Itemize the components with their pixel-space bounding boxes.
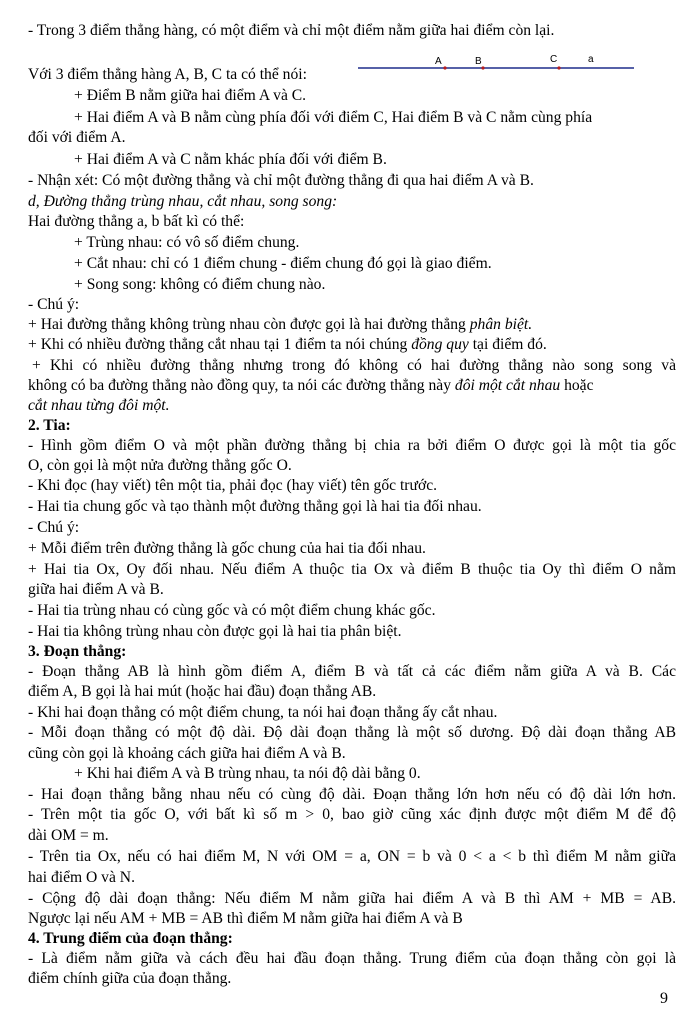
text-line: - Hai tia chung gốc và tạo thành một đường thẳng gọi là hai tia đối nhau.	[28, 498, 482, 515]
text-line	[28, 315, 676, 335]
text-line: - Hai tia trùng nhau có cùng gốc và có một điểm chung khác gốc.	[28, 602, 436, 619]
text-line: hai điểm O và N.	[28, 869, 135, 886]
text-line: + Song song: không có điểm chung nào.	[74, 276, 326, 293]
section-heading: 2. Tia:	[28, 417, 71, 434]
text-run: + Hai đường thẳng không trùng nhau còn được gọi là hai đường thẳng	[28, 316, 470, 333]
text-line: + Cắt nhau: chỉ có 1 điểm chung - điểm chung đó gọi là giao điểm.	[74, 255, 492, 272]
subsection-heading: d, Đường thẳng trùng nhau, cắt nhau, song song:	[28, 193, 338, 210]
text-line: + Trùng nhau: có vô số điểm chung.	[74, 234, 300, 251]
text-run: tại điểm đó.	[468, 336, 547, 353]
text-line: - Trong 3 điểm thẳng hàng, có một điểm và chỉ một điểm nằm giữa hai điểm còn lại.	[28, 22, 555, 39]
text-line: O, còn gọi là một nửa đường thẳng gốc O.	[28, 457, 292, 474]
text-line: + Khi hai điểm A và B trùng nhau, ta nói độ dài bằng 0.	[74, 765, 421, 782]
text-line: cắt nhau từng đôi một.	[28, 397, 170, 414]
text-line: giữa hai điểm A và B.	[28, 581, 164, 598]
text-line: Ngược lại nếu AM + MB = AB thì điểm M nằm giữa hai điểm A và B	[28, 910, 463, 927]
text-line: - Cộng độ dài đoạn thẳng: Nếu điểm M nằm giữa hai điểm A và B thì AM + MB = AB.	[28, 890, 676, 907]
label-b: B	[475, 56, 482, 67]
text-line	[28, 335, 676, 355]
section-heading: 3. Đoạn thẳng:	[28, 643, 127, 660]
text-line: điểm A, B gọi là hai mút (hoặc hai đầu) đoạn thẳng AB.	[28, 683, 377, 700]
text-line: + Điểm B nằm giữa hai điểm A và C.	[74, 87, 307, 104]
text-line: - Đoạn thẳng AB là hình gồm điểm A, điểm B và tất cả các điểm nằm giữa A và B. Các	[28, 663, 676, 680]
text-line: - Trên tia Ox, nếu có hai điểm M, N với OM = a, ON = b và 0 < a < b thì điểm M nằm giữa	[28, 848, 676, 865]
text-line: - Khi đọc (hay viết) tên một tia, phải đọc (hay viết) tên gốc trước.	[28, 477, 438, 494]
text-line	[28, 376, 676, 396]
text-line: + Khi có nhiều đường thẳng nhưng trong đó không có hai đường thẳng nào song song và	[32, 357, 676, 374]
text-line: + Mỗi điểm trên đường thẳng là gốc chung của hai tia đối nhau.	[28, 540, 426, 557]
label-c: C	[550, 54, 558, 65]
emphasis-text: đôi một cắt nhau	[454, 377, 561, 394]
text-line: - Hình gồm điểm O và một phần đường thẳng bị chia ra bởi điểm O được gọi là một tia gốc	[28, 437, 676, 454]
section-heading: 4. Trung điểm của đoạn thẳng:	[28, 930, 233, 947]
text-line: - Mỗi đoạn thẳng có một độ dài. Độ dài đoạn thẳng là một số dương. Độ dài đoạn thẳng AB	[28, 724, 676, 741]
text-run: không có ba đường thẳng nào đồng quy, ta nói các đường thẳng này	[28, 377, 455, 394]
text-line: Hai đường thẳng a, b bất kì có thể:	[28, 213, 245, 230]
text-line: dài OM = m.	[28, 827, 109, 844]
label-line-a: a	[588, 54, 594, 65]
text-line: - Hai tia không trùng nhau còn được gọi là hai tia phân biệt.	[28, 623, 402, 640]
text-line: + Hai điểm A và B nằm cùng phía đối với điểm C, Hai điểm B và C nằm cùng phía	[74, 109, 593, 126]
text-run: hoặc	[560, 377, 594, 394]
text-line: - Là điểm nằm giữa và cách đều hai đầu đoạn thẳng. Trung điểm của đoạn thẳng còn gọi là	[28, 950, 676, 967]
text-line: điểm chính giữa của đoạn thẳng.	[28, 970, 232, 987]
emphasis-text: phân biệt.	[469, 316, 533, 333]
text-line: cũng còn gọi là khoảng cách giữa hai điểm A và B.	[28, 745, 346, 762]
text-line: - Chú ý:	[28, 296, 80, 313]
text-line: + Hai điểm A và C nằm khác phía đối với điểm B.	[74, 151, 387, 168]
text-line: - Hai đoạn thẳng bằng nhau nếu có cùng độ dài. Đoạn thẳng lớn hơn nếu có độ dài lớn hơn.	[28, 786, 676, 803]
text-run: + Khi có nhiều đường thẳng cắt nhau tại 1 điểm ta nói chúng	[28, 336, 412, 353]
text-line: - Khi hai đoạn thẳng có một điểm chung, ta nói hai đoạn thẳng ấy cắt nhau.	[28, 704, 498, 721]
text-line: đối với điểm A.	[28, 129, 126, 146]
text-line: Với 3 điểm thẳng hàng A, B, C ta có thể nói:	[28, 66, 307, 83]
emphasis-text: đồng quy	[411, 336, 469, 353]
text-line: - Trên một tia gốc O, với bất kì số m > 0, bao giờ cũng xác định được một điểm M để độ	[28, 806, 676, 823]
text-line: - Nhận xét: Có một đường thẳng và chỉ một đường thẳng đi qua hai điểm A và B.	[28, 172, 534, 189]
label-a: A	[435, 56, 442, 67]
text-line: - Chú ý:	[28, 519, 80, 536]
page-number: 9	[660, 990, 668, 1007]
text-line: + Hai tia Ox, Oy đối nhau. Nếu điểm A thuộc tia Ox và điểm B thuộc tia Oy thì điểm O nằm	[28, 561, 676, 578]
